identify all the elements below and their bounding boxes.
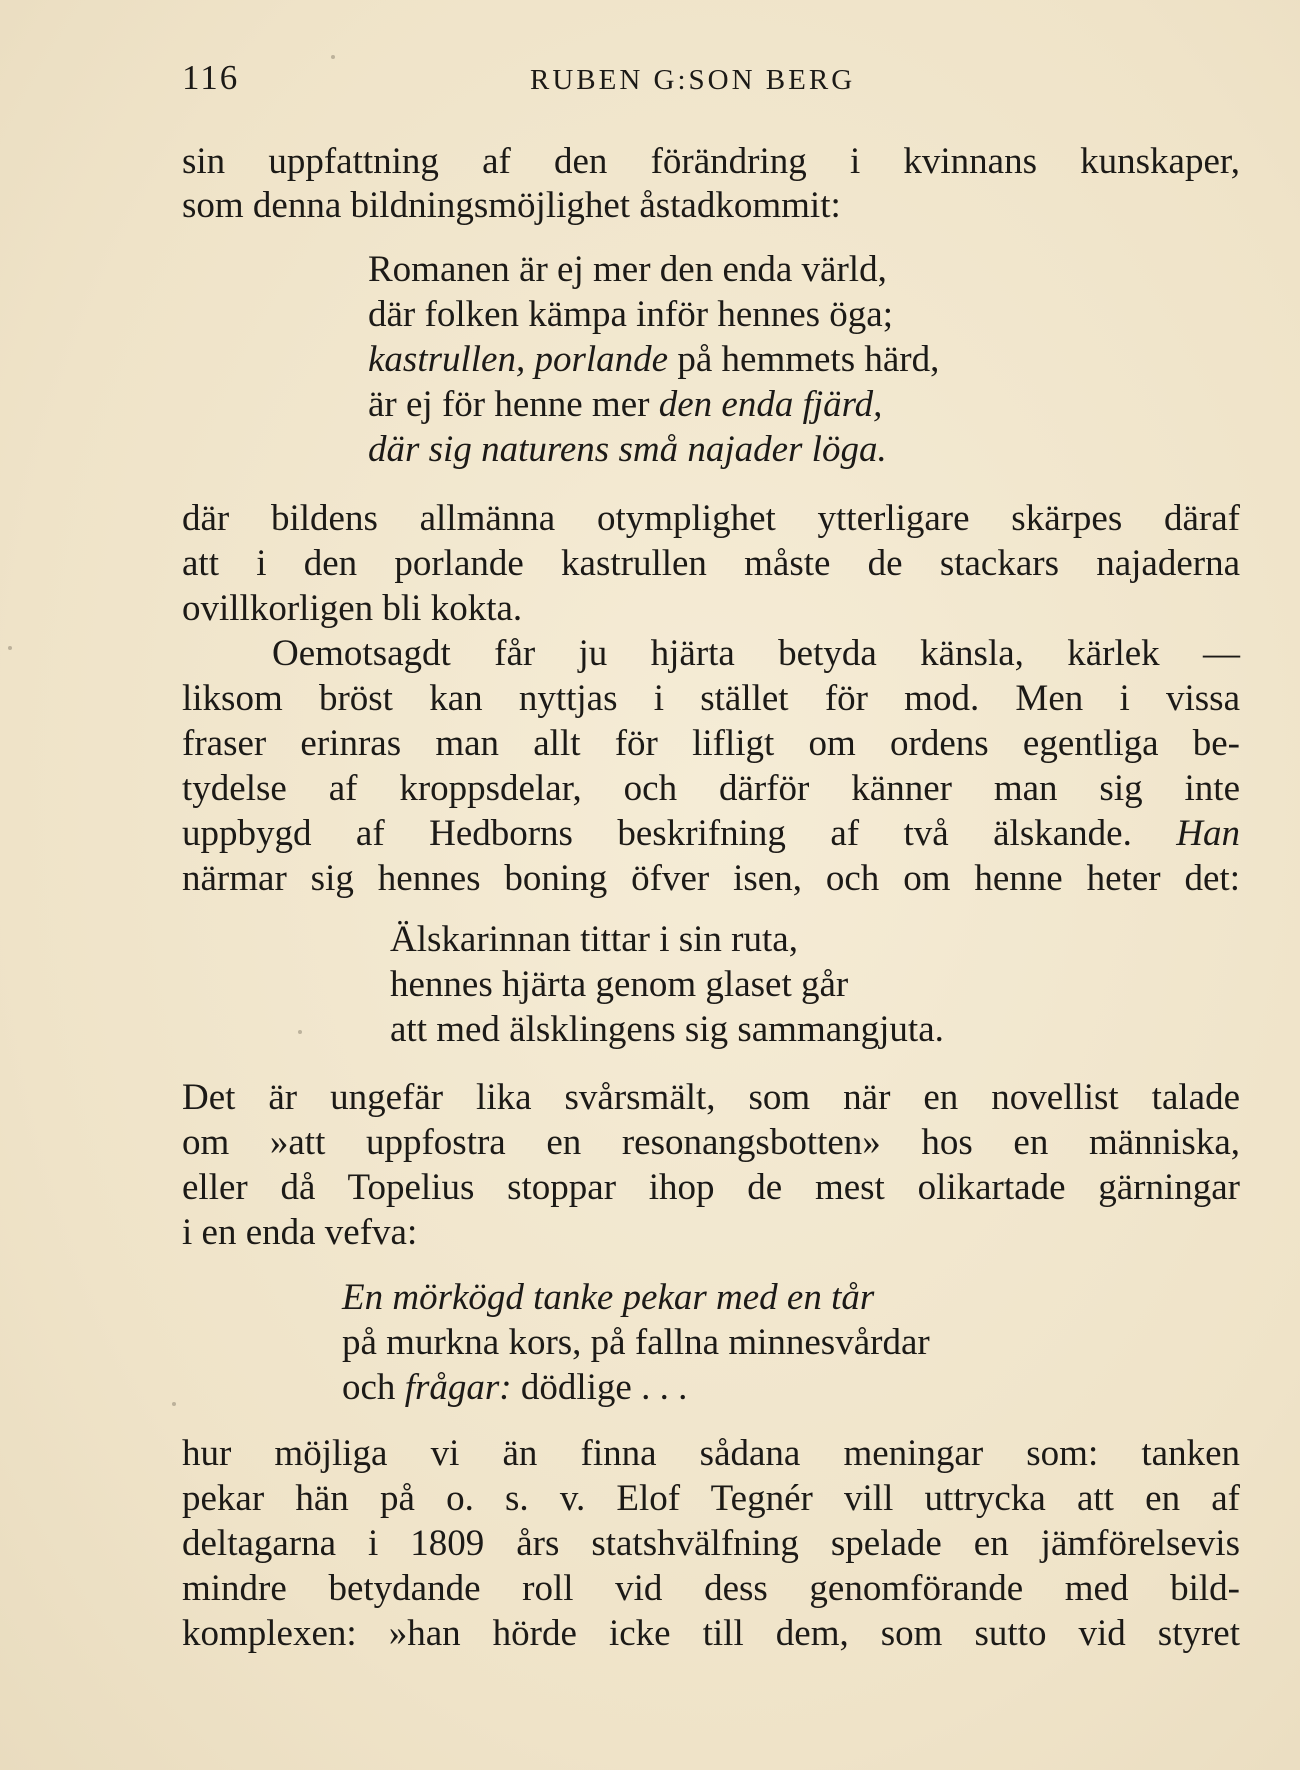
running-title: RUBEN G:SON BERG	[530, 64, 856, 96]
text-line: om »att uppfostra en resonangsbotten» hos en människa,	[182, 1122, 1240, 1163]
text-line: att i den porlande kastrullen måste de stackars najaderna	[182, 543, 1240, 584]
text-line: tydelse af kroppsdelar, och därför känner man sig inte	[182, 768, 1240, 809]
text-line: mindre betydande roll vid dess genomförande med bild-	[182, 1568, 1240, 1609]
text-line: deltagarna i 1809 års statshvälfning spelade en jämförelsevis	[182, 1523, 1240, 1564]
verse-text: dödlige . . .	[511, 1367, 688, 1408]
italic-phrase: frågar:	[404, 1367, 512, 1408]
text-line: ovillkorligen bli kokta.	[182, 588, 523, 629]
verse-line	[342, 1366, 687, 1410]
text-line: fraser erinras man allt för lifligt om ordens egentliga be-	[182, 723, 1240, 764]
text-line: komplexen: »han hörde icke till dem, som sutto vid styret	[182, 1613, 1240, 1654]
verse-line	[368, 338, 939, 382]
italic-phrase: Han	[1176, 813, 1240, 854]
text-line: i en enda vefva:	[182, 1212, 418, 1253]
italic-phrase: kastrullen, porlande	[368, 339, 669, 380]
text-line: eller då Topelius stoppar ihop de mest olikartade gärningar	[182, 1167, 1240, 1208]
paper-speck	[172, 1402, 176, 1406]
text-run: uppbygd af Hedborns beskrifning af två älskande.	[182, 813, 1177, 854]
verse-line: att med älsklingens sig sammangjuta.	[390, 1009, 944, 1050]
verse-line: Älskarinnan tittar i sin ruta,	[390, 919, 798, 960]
verse-line: på murkna kors, på fallna minnesvårdar	[342, 1322, 930, 1363]
text-line	[182, 812, 1240, 856]
text-line: liksom bröst kan nyttjas i stället för mod. Men i vissa	[182, 678, 1240, 719]
verse-text: och	[342, 1367, 405, 1408]
text-line: som denna bildningsmöjlighet åstadkommit:	[182, 185, 841, 226]
page-number: 116	[182, 58, 240, 97]
paper-speck	[298, 1030, 302, 1034]
verse-line: där folken kämpa inför hennes öga;	[368, 294, 894, 335]
text-line: sin uppfattning af den förändring i kvinnans kunskaper,	[182, 141, 1240, 182]
text-line: Det är ungefär lika svårsmält, som när en novellist talade	[182, 1077, 1240, 1118]
italic-phrase: den enda fjärd,	[658, 384, 883, 425]
verse-text: på hemmets härd,	[668, 339, 940, 380]
verse-text: är ej för henne mer	[368, 384, 659, 425]
verse-line	[368, 383, 882, 427]
text-line: hur möjliga vi än finna sådana meningar som: tanken	[182, 1433, 1240, 1474]
verse-line: hennes hjärta genom glaset går	[390, 964, 849, 1005]
running-head	[182, 58, 1240, 108]
verse-line: En mörkögd tanke pekar med en tår	[342, 1277, 875, 1318]
text-line: pekar hän på o. s. v. Elof Tegnér vill uttrycka att en af	[182, 1478, 1240, 1519]
verse-line: Romanen är ej mer den enda värld,	[368, 249, 887, 290]
verse-line: där sig naturens små najader löga.	[368, 429, 887, 470]
text-line: Oemotsagdt får ju hjärta betyda känsla, kärlek —	[272, 633, 1240, 674]
text-line: närmar sig hennes boning öfver isen, och om henne heter det:	[182, 858, 1240, 899]
paper-speck	[331, 55, 335, 59]
paper-speck	[8, 646, 12, 650]
text-line: där bildens allmänna otymplighet ytterligare skärpes däraf	[182, 498, 1240, 539]
